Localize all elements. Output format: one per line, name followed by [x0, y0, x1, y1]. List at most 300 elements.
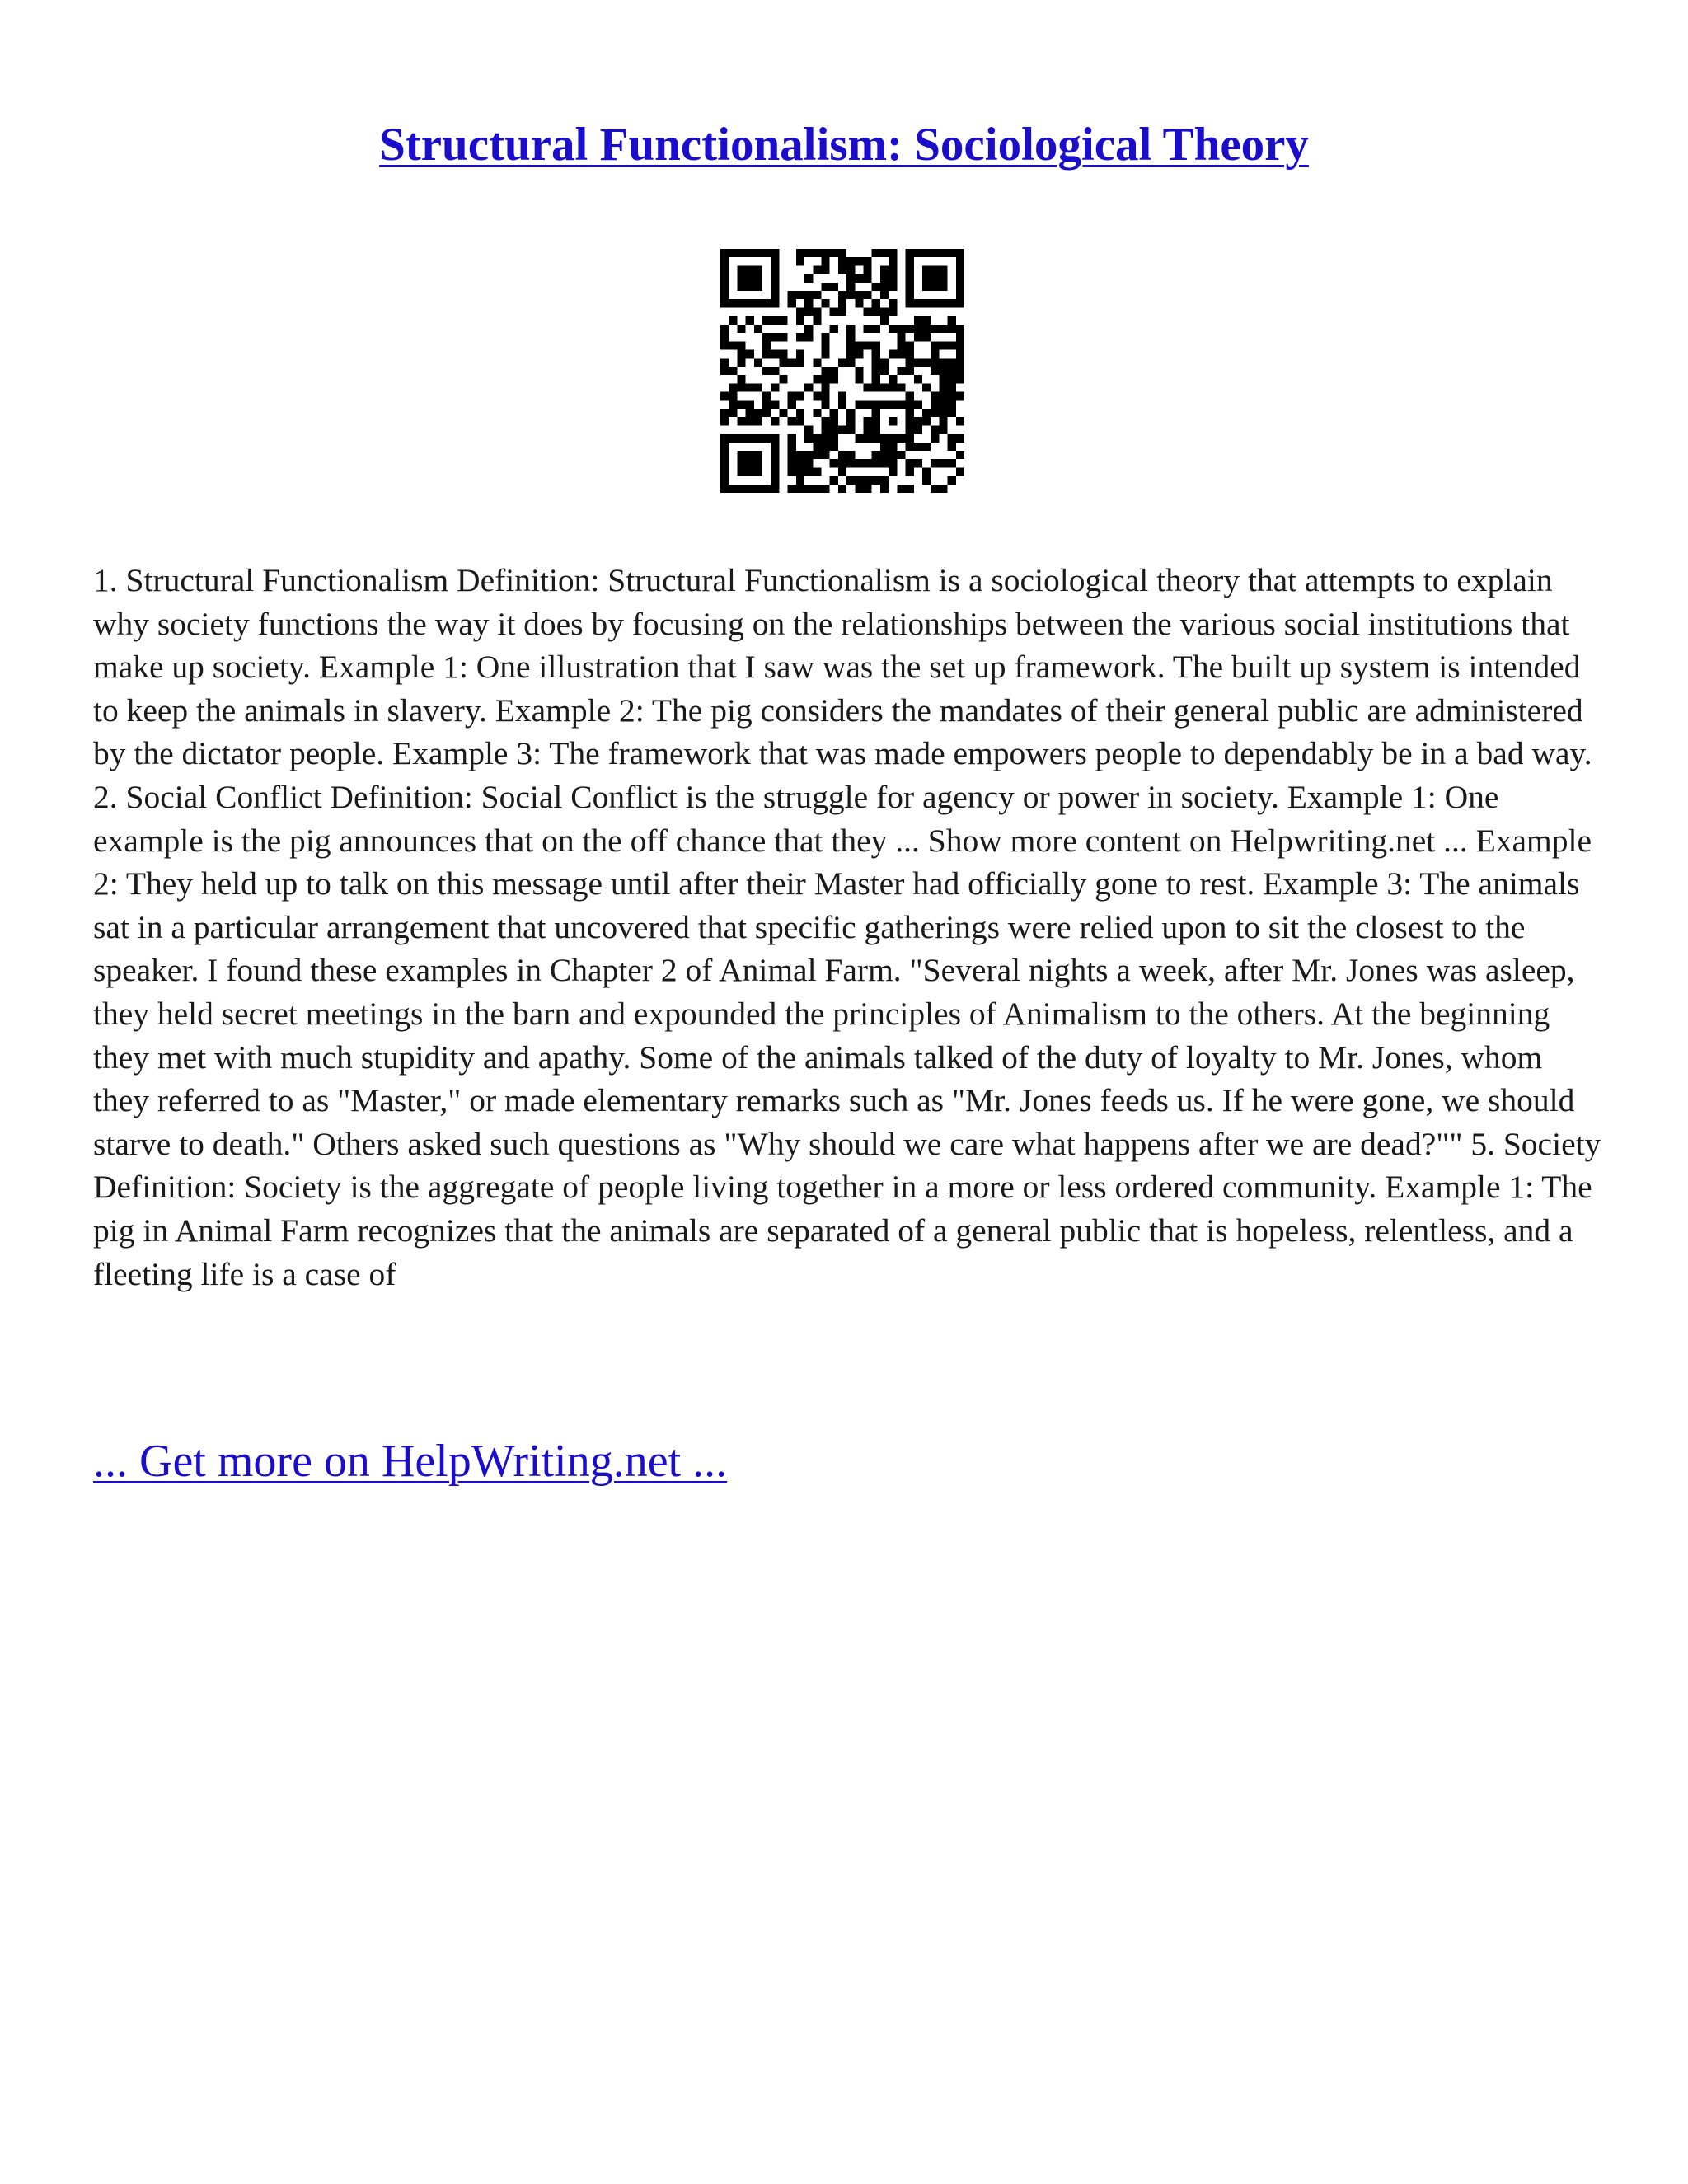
qr-module — [914, 401, 922, 409]
qr-module — [830, 409, 838, 417]
qr-module — [889, 274, 897, 283]
qr-module — [922, 467, 931, 476]
qr-module — [830, 459, 838, 467]
qr-module — [889, 307, 897, 316]
title-link[interactable]: Structural Functionalism: Sociological Theory — [379, 119, 1309, 171]
qr-module — [922, 274, 931, 283]
qr-module — [922, 249, 931, 257]
qr-module — [914, 299, 922, 307]
qr-module — [931, 299, 939, 307]
qr-module — [931, 485, 939, 493]
get-more-line — [93, 1432, 727, 1490]
qr-module — [804, 291, 813, 299]
qr-module — [956, 265, 964, 274]
qr-module — [855, 257, 863, 265]
qr-module — [720, 333, 729, 341]
qr-module — [779, 316, 787, 325]
qr-module — [754, 459, 762, 467]
qr-module — [897, 333, 905, 341]
qr-module — [855, 459, 863, 467]
qr-module — [737, 265, 745, 274]
qr-module — [729, 383, 737, 391]
qr-module — [754, 265, 762, 274]
qr-module — [939, 283, 947, 291]
qr-module — [720, 451, 729, 459]
qr-module — [771, 291, 779, 299]
qr-module — [729, 341, 737, 349]
qr-module — [813, 409, 821, 417]
qr-module — [889, 265, 897, 274]
qr-module — [956, 341, 964, 349]
qr-module — [737, 459, 745, 467]
qr-module — [922, 333, 931, 341]
qr-module — [788, 485, 796, 493]
qr-module — [931, 401, 939, 409]
qr-module — [746, 383, 754, 391]
qr-module — [746, 459, 754, 467]
qr-module — [762, 401, 771, 409]
qr-module — [931, 325, 939, 333]
qr-module — [880, 316, 889, 325]
qr-module — [830, 307, 838, 316]
qr-module — [956, 451, 964, 459]
qr-module — [956, 325, 964, 333]
qr-module — [864, 434, 872, 443]
qr-module — [838, 359, 846, 367]
qr-module — [864, 417, 872, 425]
qr-module — [931, 341, 939, 349]
qr-module — [796, 333, 804, 341]
qr-module — [796, 392, 804, 401]
qr-module — [846, 417, 855, 425]
qr-module — [897, 485, 905, 493]
qr-module — [889, 401, 897, 409]
qr-module — [846, 359, 855, 367]
qr-module — [720, 325, 729, 333]
qr-module — [771, 367, 779, 375]
qr-module — [897, 451, 905, 459]
qr-module — [838, 459, 846, 467]
qr-module — [737, 341, 745, 349]
qr-module — [779, 333, 787, 341]
qr-module — [846, 325, 855, 333]
qr-module — [804, 383, 813, 391]
qr-module — [771, 476, 779, 485]
qr-module — [746, 451, 754, 459]
qr-module — [922, 409, 931, 417]
qr-module — [746, 265, 754, 274]
qr-module — [948, 341, 956, 349]
qr-module — [864, 425, 872, 434]
qr-module — [838, 425, 846, 434]
qr-module — [897, 341, 905, 349]
qr-module — [914, 333, 922, 341]
qr-module — [939, 409, 947, 417]
qr-module — [880, 367, 889, 375]
qr-module — [754, 299, 762, 307]
qr-module — [956, 434, 964, 443]
qr-module — [855, 367, 863, 375]
qr-module — [771, 283, 779, 291]
qr-module — [821, 451, 829, 459]
qr-module — [939, 485, 947, 493]
qr-module — [889, 443, 897, 451]
qr-module — [956, 367, 964, 375]
qr-module — [754, 359, 762, 367]
qr-module — [821, 383, 829, 391]
qr-module — [864, 325, 872, 333]
qr-module — [906, 349, 914, 358]
qr-module — [737, 249, 745, 257]
qr-module — [956, 274, 964, 283]
qr-module — [821, 417, 829, 425]
qr-module — [762, 316, 771, 325]
qr-module — [880, 383, 889, 391]
qr-module — [762, 409, 771, 417]
qr-module — [796, 349, 804, 358]
qr-module — [872, 367, 880, 375]
qr-module — [720, 299, 729, 307]
qr-module — [846, 349, 855, 358]
qr-module — [720, 291, 729, 299]
qr-module — [931, 409, 939, 417]
qr-module — [771, 434, 779, 443]
qr-module — [914, 443, 922, 451]
qr-module — [914, 359, 922, 367]
qr-module — [720, 485, 729, 493]
qr-module — [754, 283, 762, 291]
qr-module — [864, 401, 872, 409]
qr-module — [897, 367, 905, 375]
qr-module — [872, 434, 880, 443]
qr-module — [729, 401, 737, 409]
qr-module — [846, 476, 855, 485]
qr-module — [872, 425, 880, 434]
qr-module — [788, 401, 796, 409]
qr-module — [720, 409, 729, 417]
qr-module — [821, 265, 829, 274]
qr-module — [746, 485, 754, 493]
qr-module — [956, 375, 964, 383]
qr-module — [880, 307, 889, 316]
qr-module — [737, 467, 745, 476]
qr-module — [872, 417, 880, 425]
qr-module — [897, 434, 905, 443]
qr-module — [830, 249, 838, 257]
qr-module — [813, 485, 821, 493]
get-more-link[interactable]: ... Get more on HelpWriting.net ... — [93, 1436, 728, 1487]
qr-module — [746, 349, 754, 358]
qr-module — [889, 451, 897, 459]
qr-module — [788, 392, 796, 401]
qr-module — [922, 299, 931, 307]
qr-module — [948, 459, 956, 467]
qr-module — [737, 274, 745, 283]
qr-module — [746, 417, 754, 425]
qr-module — [872, 307, 880, 316]
qr-module — [788, 434, 796, 443]
qr-module — [796, 316, 804, 325]
qr-module — [880, 274, 889, 283]
qr-module — [889, 417, 897, 425]
qr-module — [864, 485, 872, 493]
qr-module — [872, 341, 880, 349]
qr-module — [804, 434, 813, 443]
qr-module — [846, 274, 855, 283]
qr-module — [754, 325, 762, 333]
qr-module — [956, 359, 964, 367]
qr-module — [846, 409, 855, 417]
page-title — [0, 115, 1688, 175]
qr-module — [872, 299, 880, 307]
qr-module — [889, 325, 897, 333]
qr-module — [838, 451, 846, 459]
qr-module — [906, 467, 914, 476]
qr-module — [939, 392, 947, 401]
qr-module — [788, 459, 796, 467]
qr-module — [796, 467, 804, 476]
qr-module — [788, 417, 796, 425]
qr-module — [720, 359, 729, 367]
qr-module — [922, 383, 931, 391]
qr-module — [931, 392, 939, 401]
qr-module — [720, 249, 729, 257]
qr-module — [804, 249, 813, 257]
qr-module — [771, 265, 779, 274]
qr-module — [737, 434, 745, 443]
qr-module — [720, 274, 729, 283]
qr-module — [906, 257, 914, 265]
qr-module — [855, 341, 863, 349]
qr-module — [830, 367, 838, 375]
qr-module — [796, 307, 804, 316]
qr-module — [821, 392, 829, 401]
qr-module — [872, 249, 880, 257]
qr-module — [864, 274, 872, 283]
qr-module — [956, 392, 964, 401]
qr-module — [889, 283, 897, 291]
qr-module — [948, 367, 956, 375]
qr-module — [948, 316, 956, 325]
qr-module — [838, 291, 846, 299]
qr-module — [906, 459, 914, 467]
qr-module — [804, 451, 813, 459]
qr-module — [939, 425, 947, 434]
qr-module — [821, 333, 829, 341]
qr-module — [754, 467, 762, 476]
qr-module — [956, 333, 964, 341]
qr-module — [880, 283, 889, 291]
qr-module — [872, 349, 880, 358]
qr-module — [771, 417, 779, 425]
qr-module — [872, 409, 880, 417]
qr-module — [906, 443, 914, 451]
qr-module — [956, 349, 964, 358]
qr-module — [906, 341, 914, 349]
qr-module — [880, 249, 889, 257]
qr-module — [804, 299, 813, 307]
qr-module — [855, 476, 863, 485]
qr-module — [813, 265, 821, 274]
qr-module — [830, 417, 838, 425]
qr-module — [880, 485, 889, 493]
qr-module — [771, 401, 779, 409]
qr-module — [729, 316, 737, 325]
qr-module — [796, 417, 804, 425]
qr-module — [804, 459, 813, 467]
qr-module — [922, 359, 931, 367]
qr-module — [821, 443, 829, 451]
qr-module — [838, 485, 846, 493]
qr-module — [880, 459, 889, 467]
qr-module — [813, 316, 821, 325]
qr-module — [737, 383, 745, 391]
qr-module — [746, 409, 754, 417]
qr-module — [779, 349, 787, 358]
qr-module — [922, 417, 931, 425]
qr-module — [830, 283, 838, 291]
qr-module — [771, 467, 779, 476]
qr-module — [813, 307, 821, 316]
qr-module — [771, 443, 779, 451]
qr-module — [914, 316, 922, 325]
qr-module — [788, 359, 796, 367]
qr-module — [906, 291, 914, 299]
qr-module — [855, 485, 863, 493]
qr-module — [855, 349, 863, 358]
qr-module — [729, 299, 737, 307]
qr-module — [939, 367, 947, 375]
qr-module — [746, 299, 754, 307]
qr-module — [880, 476, 889, 485]
qr-module — [846, 265, 855, 274]
qr-module — [720, 265, 729, 274]
qr-module — [855, 291, 863, 299]
qr-module — [914, 325, 922, 333]
qr-code-icon — [720, 249, 964, 493]
qr-module — [813, 434, 821, 443]
qr-module — [788, 451, 796, 459]
qr-module — [838, 257, 846, 265]
qr-module — [956, 283, 964, 291]
qr-module — [804, 485, 813, 493]
qr-module — [796, 257, 804, 265]
qr-module — [737, 485, 745, 493]
qr-module — [948, 383, 956, 391]
qr-module — [846, 333, 855, 341]
qr-module — [939, 359, 947, 367]
qr-module — [855, 299, 863, 307]
qr-module — [889, 434, 897, 443]
qr-module — [897, 383, 905, 391]
qr-module — [872, 359, 880, 367]
qr-module — [956, 249, 964, 257]
qr-module — [897, 325, 905, 333]
qr-module — [846, 451, 855, 459]
qr-module — [939, 325, 947, 333]
qr-module — [720, 476, 729, 485]
qr-module — [838, 401, 846, 409]
qr-module — [880, 434, 889, 443]
qr-module — [838, 265, 846, 274]
qr-module — [906, 367, 914, 375]
qr-module — [914, 459, 922, 467]
qr-module — [821, 401, 829, 409]
qr-module — [737, 359, 745, 367]
qr-module — [788, 299, 796, 307]
qr-module — [821, 425, 829, 434]
qr-module — [931, 283, 939, 291]
qr-module — [906, 392, 914, 401]
qr-module — [939, 265, 947, 274]
qr-module — [821, 341, 829, 349]
qr-module — [880, 265, 889, 274]
qr-module — [838, 467, 846, 476]
qr-module — [864, 459, 872, 467]
qr-module — [804, 425, 813, 434]
qr-module — [779, 359, 787, 367]
qr-module — [906, 434, 914, 443]
qr-module — [864, 291, 872, 299]
qr-module — [754, 383, 762, 391]
qr-module — [779, 375, 787, 383]
qr-module — [872, 451, 880, 459]
qr-module — [813, 375, 821, 383]
qr-module — [880, 443, 889, 451]
qr-module — [720, 367, 729, 375]
qr-module — [821, 485, 829, 493]
qr-module — [838, 392, 846, 401]
qr-module — [864, 257, 872, 265]
qr-module — [746, 401, 754, 409]
qr-module — [855, 375, 863, 383]
qr-module — [855, 434, 863, 443]
qr-module — [737, 325, 745, 333]
qr-module — [762, 349, 771, 358]
qr-module — [956, 417, 964, 425]
qr-module — [821, 283, 829, 291]
qr-module — [846, 257, 855, 265]
qr-module — [922, 283, 931, 291]
qr-module — [804, 274, 813, 283]
qr-module — [813, 249, 821, 257]
qr-module — [796, 485, 804, 493]
qr-module — [788, 467, 796, 476]
qr-module — [872, 375, 880, 383]
body-paragraph: 1. Structural Functionalism Definition: Structural Functionalism is a sociological theory that attempts to explain why society functions the way it does by focusing on the relationships between the various social institutions that make up society. Example 1: One illustration that I saw was the set up framework. The built up system is intended to keep the animals in slavery. Example 2: The pig considers the mandates of their general public are administered by the dictator people. Example 3: The framework that was made empowers people to dependably be in a bad way. 2. Social Conflict Definition: Social Conflict is the struggle for agency or power in society. Example 1: One example is the pig announces that on the off chance that they ... Show more content on Helpwriting.net ... Example 2: They held up to talk on this message until after their Master had officially gone to rest. Example 3: The animals sat in a particular arrangement that uncovered that specific gatherings were relied upon to sit the closest to the speaker. I found these examples in Chapter 2 of Animal Farm. "Several nights a week, after Mr. Jones was asleep, they held secret meetings in the barn and expounded the principles of Animalism to the others. At the beginning they met with much stupidity and apathy. Some of the animals talked of the duty of loyalty to Mr. Jones, whom they referred to as "Master," or made elementary remarks such as "Mr. Jones feeds us. If he were gone, we should starve to death." Others asked such questions as "Why should we care what happens after we are dead?"" 5. Society Definition: Society is the aggregate of people living together in a more or less ordered community. Example 1: The pig in Animal Farm recognizes that the animals are separated of a general public that is hopeless, relentless, and a fleeting life is a case of — [93, 562, 1601, 1292]
qr-module — [931, 459, 939, 467]
qr-module — [813, 291, 821, 299]
qr-module — [939, 341, 947, 349]
qr-module — [813, 392, 821, 401]
qr-module — [720, 283, 729, 291]
qr-module — [897, 401, 905, 409]
qr-module — [864, 476, 872, 485]
qr-module — [906, 249, 914, 257]
qr-module — [830, 425, 838, 434]
qr-module — [889, 257, 897, 265]
qr-module — [864, 383, 872, 391]
qr-module — [922, 476, 931, 485]
qr-module — [746, 316, 754, 325]
qr-module — [872, 283, 880, 291]
qr-module — [821, 367, 829, 375]
qr-module — [771, 349, 779, 358]
qr-module — [720, 417, 729, 425]
qr-module — [846, 283, 855, 291]
qr-module — [762, 299, 771, 307]
qr-module — [872, 383, 880, 391]
